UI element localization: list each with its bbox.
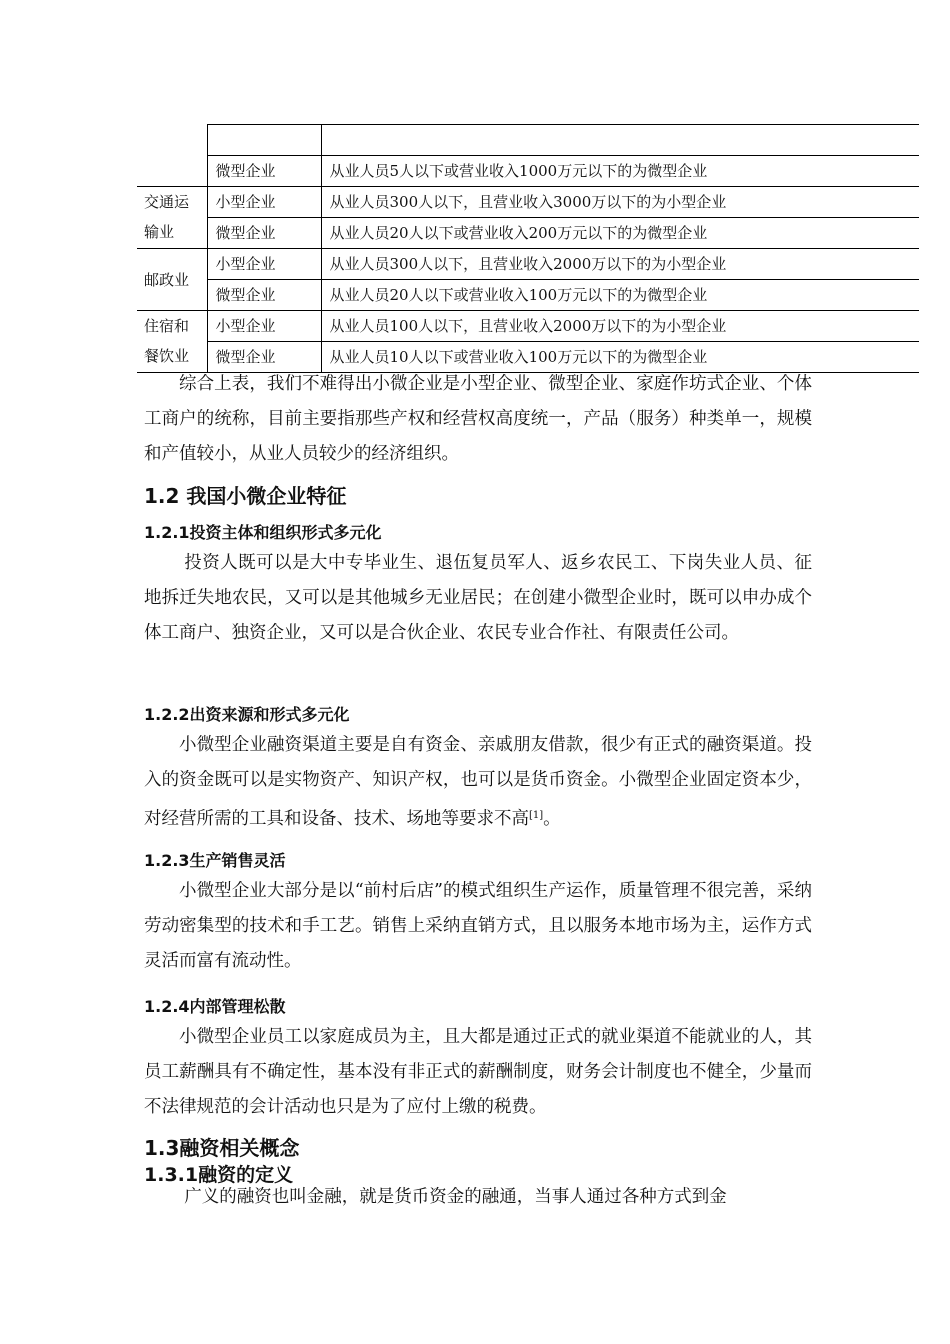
- table-cell-type: 微型企业: [207, 156, 321, 187]
- industry-transport-line2: 输业: [144, 223, 175, 241]
- table-cell-type: 小型企业: [207, 311, 321, 342]
- table-cell-industry: [137, 187, 207, 249]
- table-cell-desc: 从业人员10人以下或营业收入100万元以下的为微型企业: [321, 342, 919, 373]
- table-row: [137, 187, 919, 218]
- table-cell-type: 微型企业: [207, 342, 321, 373]
- industry-hotel-line1: 住宿和: [144, 317, 190, 335]
- subsection-heading-1-2-4: 1.2.4内部管理松散: [144, 997, 286, 1016]
- paragraph-1-2-4: 小微型企业员工以家庭成员为主，且大都是通过正式的就业渠道不能就业的人，其员工薪酬具有不确定性，基本没有非正式的薪酬制度，财务会计制度也不健全，少量而不法律规范的会计活动也只是为了应付上缴的税费。: [144, 1027, 812, 1117]
- table-cell-type: 微型企业: [207, 218, 321, 249]
- paragraph-1-2-2-end: 。: [543, 809, 561, 829]
- paragraph-1-2-2: [144, 728, 812, 837]
- table-cell-desc: 从业人员20人以下或营业收入200万元以下的为微型企业: [321, 218, 919, 249]
- table-row: [137, 156, 919, 187]
- subsection-heading-1-3-1: 1.3.1融资的定义: [144, 1164, 294, 1186]
- table-cell-industry: [137, 125, 207, 156]
- paragraph-1-2-2-text: 小微型企业融资渠道主要是自有资金、亲戚朋友借款，很少有正式的融资渠道。投入的资金既可以是实物资产、知识产权，也可以是货币资金。小微型企业固定资本少，对经营所需的工具和设备、技术、场地等要求不高: [144, 735, 812, 829]
- table-cell-industry: [137, 311, 207, 373]
- table-cell-desc: 从业人员20人以下或营业收入100万元以下的为微型企业: [321, 280, 919, 311]
- table-cell-type: 小型企业: [207, 187, 321, 218]
- section-heading-1-2: 1.2 我国小微企业特征: [144, 484, 347, 508]
- paragraph-1-2-1: 投资人既可以是大中专毕业生、退伍复员军人、返乡农民工、下岗失业人员、征地拆迁失地农民，又可以是其他城乡无业居民；在创建小微型企业时，既可以申办成个体工商户、独资企业，又可以是合伙企业、农民专业合作社、有限责任公司。: [144, 553, 812, 643]
- industry-hotel-line2: 餐饮业: [144, 347, 190, 365]
- table-row: [137, 280, 919, 311]
- table-cell-desc: [321, 125, 919, 156]
- table-cell-desc: 从业人员300人以下，且营业收入3000万以下的为小型企业: [321, 187, 919, 218]
- subsection-heading-1-2-3: 1.2.3生产销售灵活: [144, 851, 286, 870]
- table-cell-desc: 从业人员100人以下，且营业收入2000万以下的为小型企业: [321, 311, 919, 342]
- table-cell-type: 微型企业: [207, 280, 321, 311]
- paragraph-1-3-1: 广义的融资也叫金融，就是货币资金的融通，当事人通过各种方式到金: [184, 1187, 727, 1207]
- section-heading-1-3: 1.3融资相关概念: [144, 1136, 300, 1160]
- table-cell-type: [207, 125, 321, 156]
- table-row: [137, 249, 919, 280]
- citation-ref: [1]: [529, 810, 544, 821]
- summary-paragraph: 综合上表，我们不难得出小微企业是小型企业、微型企业、家庭作坊式企业、个体工商户的统称，目前主要指那些产权和经营权高度统一，产品（服务）种类单一，规模和产值较小，从业人员较少的经济组织。: [144, 374, 812, 464]
- table-cell-desc: 从业人员300人以下，且营业收入2000万以下的为小型企业: [321, 249, 919, 280]
- table-cell-desc: 从业人员5人以下或营业收入1000万元以下的为微型企业: [321, 156, 919, 187]
- industry-transport-line1: 交通运: [144, 193, 190, 211]
- table-row: [137, 311, 919, 342]
- subsection-heading-1-2-2: 1.2.2出资来源和形式多元化: [144, 705, 350, 724]
- table-row: [137, 125, 919, 156]
- enterprise-standard-table: [137, 124, 919, 373]
- subsection-heading-1-2-1: 1.2.1投资主体和组织形式多元化: [144, 523, 382, 542]
- table-cell-type: 小型企业: [207, 249, 321, 280]
- table-row: [137, 218, 919, 249]
- table-cell-industry: [137, 156, 207, 187]
- table-cell-industry: 邮政业: [137, 249, 207, 311]
- paragraph-1-2-3: 小微型企业大部分是以“前村后店”的模式组织生产运作，质量管理不很完善，采纳劳动密集型的技术和手工艺。销售上采纳直销方式，且以服务本地市场为主，运作方式灵活而富有流动性。: [144, 881, 812, 971]
